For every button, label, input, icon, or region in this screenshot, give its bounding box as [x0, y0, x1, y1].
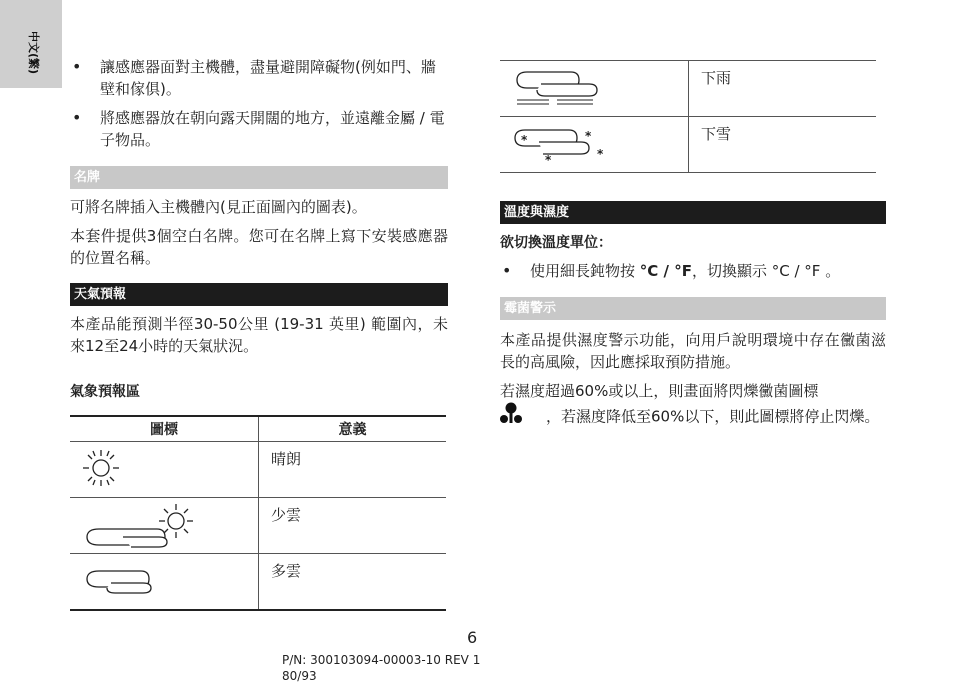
mold-alert-heading: 霉菌警示: [500, 297, 886, 320]
weather-heading: 天氣預報: [70, 283, 448, 306]
meaning-cell: 多雲: [259, 554, 447, 611]
part-number: P/N: 300103094-00003-10 REV 1: [282, 653, 481, 667]
table-row: [500, 61, 876, 117]
left-column: [70, 56, 448, 611]
table-row: [500, 117, 876, 173]
weather-paragraph: 本產品能預測半徑30-50公里 (19-31 英里) 範圍內，未來12至24小時的天氣狀況。: [70, 315, 448, 355]
table-row: [70, 554, 446, 611]
table-row: [70, 442, 446, 498]
snow-icon: [501, 118, 687, 167]
nameplate-paragraph-1: 可將名牌插入主機體內(見正面圖內的圖表)。: [70, 198, 367, 216]
language-side-tab: [0, 0, 62, 88]
placement-bullets: [70, 56, 448, 151]
partly-cloudy-icon: [71, 499, 257, 548]
temp-unit-key: °C / °F: [639, 262, 692, 280]
temp-unit-bullets: [500, 260, 886, 282]
meaning-cell: 下雨: [689, 61, 877, 117]
footer: [282, 652, 480, 684]
rain-icon: [501, 62, 687, 111]
svg-text:*: *: [521, 133, 528, 147]
bullet-item: • 將感應器放在朝向露天開闊的地方，並遠離金屬 / 電子物品。: [70, 107, 448, 151]
svg-text:*: *: [545, 153, 552, 167]
svg-text:*: *: [585, 129, 592, 143]
meaning-cell: 晴朗: [259, 442, 447, 498]
forecast-table-continued: [500, 60, 876, 173]
col-header-meaning: 意義: [259, 416, 447, 442]
meaning-cell: 少雲: [259, 498, 447, 554]
forecast-area-heading: 氣象預報區: [70, 384, 140, 400]
right-column: [500, 60, 886, 432]
page-number: 6: [467, 628, 478, 647]
page-count: 80/93: [282, 669, 317, 683]
mold-icon: [500, 402, 522, 432]
nameplate-paragraph-2: 本套件提供3個空白名牌。您可在名牌上寫下安裝感應器的位置名稱。: [70, 227, 448, 267]
svg-text:*: *: [597, 147, 604, 161]
col-header-icon: 圖標: [70, 416, 259, 442]
bullet-item: • 讓感應器面對主機體，盡量避開障礙物(例如門、牆壁和傢俱)。: [70, 56, 448, 100]
nameplate-heading: 名牌: [70, 166, 448, 189]
mold-paragraph-1: 本產品提供濕度警示功能，向用戶說明環境中存在黴菌滋長的高風險，因此應採取預防措施。: [500, 331, 886, 371]
forecast-table: [70, 415, 446, 611]
cloudy-icon: [71, 555, 257, 604]
table-row: [70, 498, 446, 554]
language-label: 中文(繁): [27, 31, 40, 75]
mold-paragraph-2: 若濕度超過60%或以上，則畫面將閃爍黴菌圖標 ，若濕度降低至60%以下，則此圖標將停止閃爍。: [500, 380, 886, 432]
temp-unit-subhead: 欲切換溫度單位：: [500, 235, 612, 251]
meaning-cell: 下雪: [689, 117, 877, 173]
temp-humidity-heading: 溫度與濕度: [500, 201, 886, 224]
sun-icon: [71, 443, 257, 492]
bullet-item: • 使用細長鈍物按 °C / °F，切換顯示 °C / °F 。: [500, 260, 886, 282]
